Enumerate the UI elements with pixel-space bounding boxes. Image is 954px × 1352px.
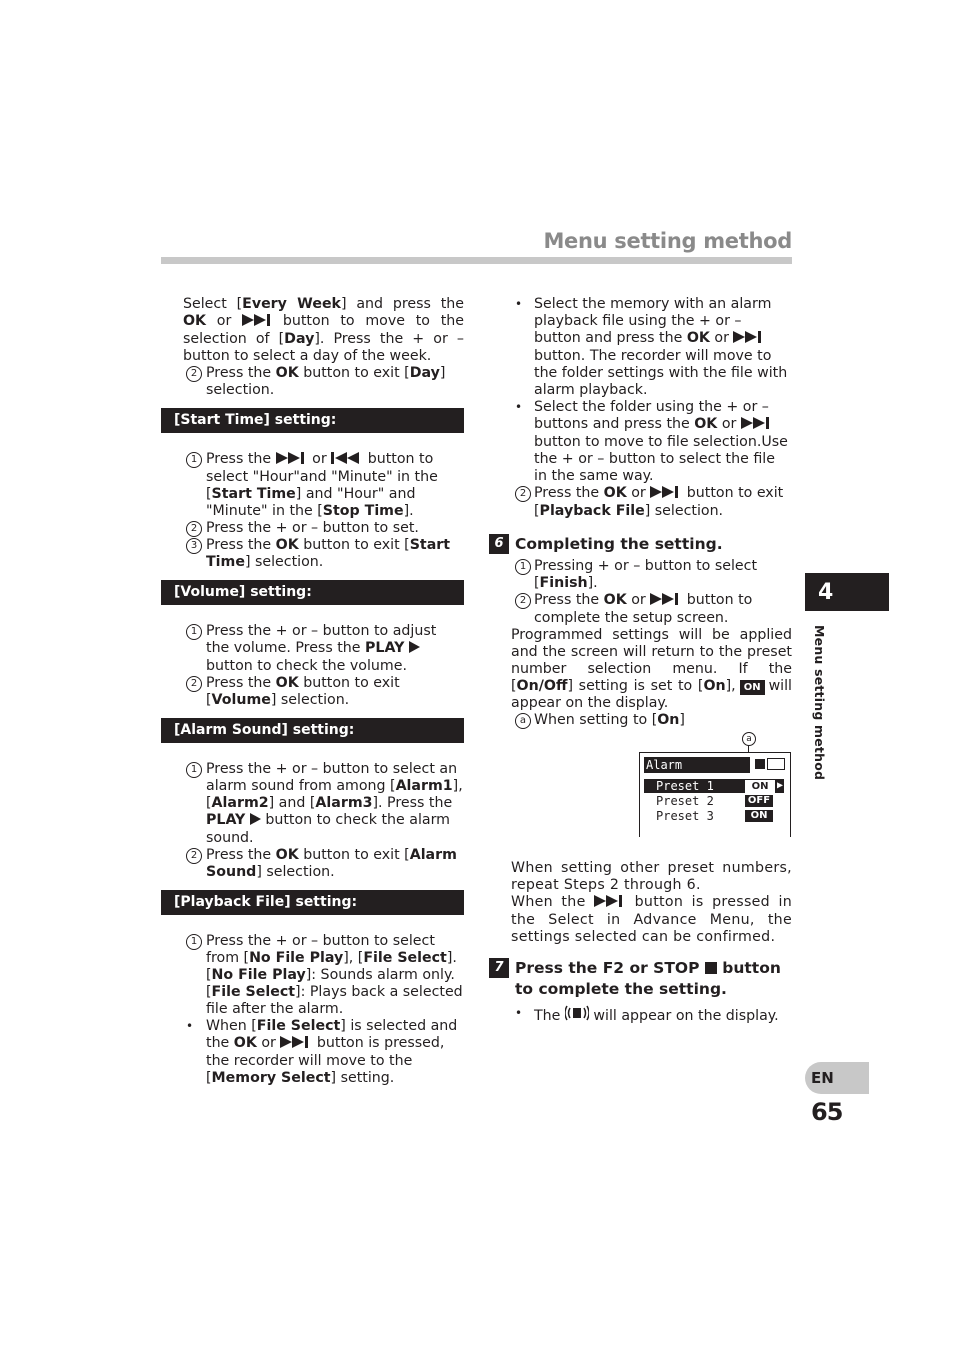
intro-paragraph: Select [Every Week] and press the OK or button to move to the selection of [Day]. Press the + or – button to select a day of the week. (183, 296, 464, 364)
list-item: 1 Press the + or – button to select an alarm sound from among [Alarm1], [Alarm2] and [Alarm3]. Press the PLAY button to check the alarm sound. (161, 761, 464, 847)
skip-forward-icon (650, 486, 682, 503)
programmed-paragraph: Programmed settings will be applied and the screen will return to the preset number selection menu. If the [On/Off] setting is set to [On], ON will appear on the display. (511, 627, 792, 711)
bullet-item: • Select the memory with an alarm playback file using the + or – button and press the OK or button. The recorder will move to the folder settings with the file with alarm playback. (489, 296, 792, 399)
bullet-item: • When [File Select] is selected and the OK or button is pressed, the recorder will move to the [Memory Select] setting. (161, 1018, 464, 1087)
memory-icon (755, 759, 765, 769)
step-6-heading: 6 Completing the setting. (489, 534, 792, 554)
lcd-display (639, 752, 791, 838)
callout-a: a (742, 732, 756, 746)
section-bar-alarm-sound: [Alarm Sound] setting: (161, 718, 464, 743)
list-item: 3 Press the OK button to exit [Start Time] selection. (161, 537, 464, 571)
lcd-row: Preset 1 ON ▶ (644, 779, 784, 793)
on-badge: ON (740, 680, 765, 695)
list-item: 2 Press the OK button to exit [Volume] selection. (161, 675, 464, 709)
skip-forward-icon (741, 417, 773, 434)
page-title: Menu setting method (543, 229, 792, 253)
skip-forward-icon (276, 452, 308, 469)
list-item: 2 Press the OK or button to complete the setup screen. (489, 592, 792, 627)
right-column (489, 296, 792, 1026)
alarm-icon (565, 1005, 589, 1026)
other-presets-paragraph: When setting other preset numbers, repeat Steps 2 through 6. When the button is pressed in the Select in Advance Menu, the settings selected can be confirmed. (511, 860, 792, 945)
list-item: 1 Press the or button to select "Hour"and "Minute" in the [Start Time] and "Hour" and "Minute" in the [Stop Time]. (161, 451, 464, 520)
page-number: 65 (811, 1098, 843, 1126)
section-bar-volume: [Volume] setting: (161, 580, 464, 605)
skip-forward-icon (242, 314, 272, 331)
skip-forward-icon (650, 593, 682, 610)
state-badge: OFF (745, 795, 773, 807)
list-item: 1 Press the + or – button to select from [No File Play], [File Select]. [No File Play]: Sounds alarm only. [File Select]: Plays back a selected file after the alarm. (161, 933, 464, 1018)
lcd-title: Alarm (644, 757, 750, 773)
chapter-tab: 4 (805, 573, 889, 611)
list-item: 1 Pressing + or – button to select [Finish]. (489, 558, 792, 592)
stop-icon (705, 959, 717, 979)
bullet-item: • The will appear on the display. (489, 1005, 792, 1026)
lcd-row: Preset 2 OFF (644, 794, 784, 808)
lcd-row: Preset 3 ON (644, 809, 784, 823)
header-rule (161, 257, 792, 264)
left-column (161, 296, 464, 1087)
list-item: 2 Press the OK or button to exit [Playback File] selection. (489, 485, 792, 520)
bullet-item: • Select the folder using the + or – buttons and press the OK or button to move to file selection.Use the + or – button to select the file in the same way. (489, 399, 792, 485)
skip-forward-icon (594, 895, 626, 912)
state-badge: ON (745, 810, 773, 822)
section-bar-playback-file: [Playback File] setting: (161, 890, 464, 915)
state-badge: ON (745, 780, 775, 794)
list-item: 2 Press the OK button to exit [Day] selection. (161, 365, 464, 399)
play-icon (409, 641, 420, 658)
chapter-tab-text: Menu setting method (812, 625, 827, 781)
list-item: a When setting to [On] (489, 712, 792, 729)
section-bar-start-time: [Start Time] setting: (161, 408, 464, 433)
skip-forward-icon (733, 331, 765, 348)
battery-icon (767, 758, 785, 770)
skip-forward-icon (280, 1036, 312, 1053)
step-7-heading: 7 Press the F2 or STOP button to complete the setting. (489, 958, 792, 999)
list-item: 1 Press the + or – button to adjust the volume. Press the PLAY button to check the volume. (161, 623, 464, 675)
list-item: 2 Press the + or – button to set. (161, 520, 464, 537)
language-badge: EN (805, 1062, 869, 1094)
skip-back-icon (331, 452, 363, 469)
arrow-right-icon: ▶ (777, 780, 784, 791)
list-item: 2 Press the OK button to exit [Alarm Sound] selection. (161, 847, 464, 881)
play-icon (250, 813, 261, 830)
